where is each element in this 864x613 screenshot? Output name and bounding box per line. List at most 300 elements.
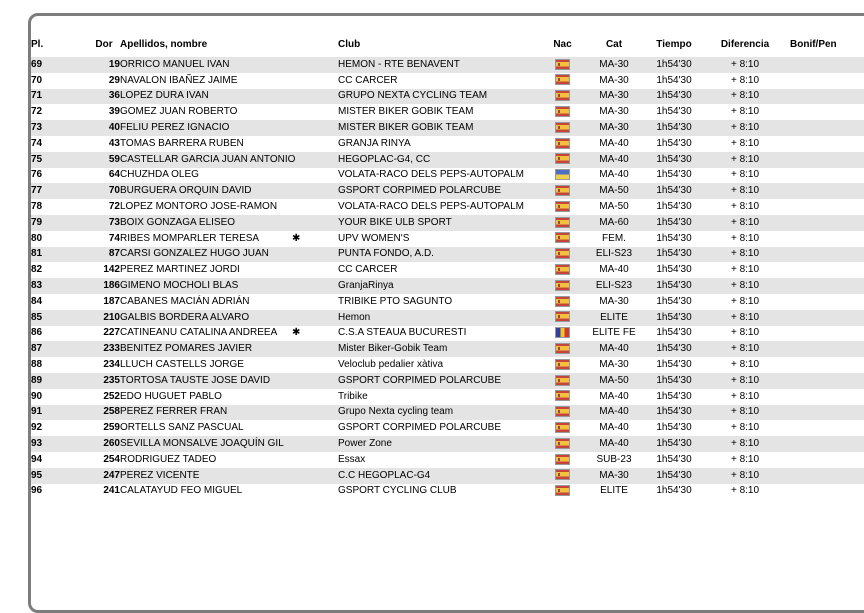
table-row <box>31 199 864 215</box>
spain-flag-icon <box>555 232 570 243</box>
cell-place: 73 <box>31 122 43 134</box>
col-header-marker <box>292 16 338 57</box>
cell-time: 1h54'30 <box>656 406 692 418</box>
cell-dorsal: 70 <box>108 185 120 197</box>
spain-flag-icon <box>555 185 570 196</box>
spain-flag-icon <box>555 390 570 401</box>
cell-place: 80 <box>31 232 43 244</box>
cell-category: MA-40 <box>599 390 629 402</box>
cell-female-marker <box>292 183 338 199</box>
cell-difference: + 8:10 <box>730 469 760 481</box>
cell-time: 1h54'30 <box>656 264 692 276</box>
col-header-nationality: Nac <box>553 39 572 50</box>
cell-time: 1h54'30 <box>656 216 692 228</box>
cell-club: CC CARCER <box>338 74 398 86</box>
cell-bonus-penalty <box>790 104 864 120</box>
spain-flag-icon <box>555 422 570 433</box>
cell-name: FELIU PEREZ IGNACIO <box>120 122 230 134</box>
cell-nationality <box>545 152 580 168</box>
cell-club: Power Zone <box>338 438 392 450</box>
cell-category: MA-40 <box>599 406 629 418</box>
cell-difference: + 8:10 <box>730 153 760 165</box>
cell-bonus-penalty <box>790 278 864 294</box>
cell-club: HEMON - RTE BENAVENT <box>338 58 460 70</box>
cell-nationality <box>545 326 580 342</box>
cell-club: YOUR BIKE ULB SPORT <box>338 216 452 228</box>
cell-dorsal: 73 <box>108 216 120 228</box>
cell-category: MA-30 <box>599 122 629 134</box>
cell-nationality <box>545 231 580 247</box>
cell-time: 1h54'30 <box>656 169 692 181</box>
cell-club: TRIBIKE PTO SAGUNTO <box>338 295 453 307</box>
cell-time: 1h54'30 <box>656 422 692 434</box>
spain-flag-icon <box>555 438 570 449</box>
spain-flag-icon <box>555 248 570 259</box>
cell-female-marker <box>292 57 338 73</box>
cell-dorsal: 233 <box>103 343 120 355</box>
cell-place: 82 <box>31 264 43 276</box>
cell-club: Hemon <box>338 311 371 323</box>
cell-female-marker <box>292 168 338 184</box>
cell-club: Veloclub pedalier xàtiva <box>338 359 444 371</box>
cell-category: MA-50 <box>599 374 629 386</box>
cell-dorsal: 43 <box>108 137 120 149</box>
cell-name: GALBIS BORDERA ALVARO <box>120 311 250 323</box>
cell-club: Mister Biker-Gobik Team <box>338 343 448 355</box>
cell-female-marker <box>292 73 338 89</box>
cell-female-marker <box>292 326 338 342</box>
cell-nationality <box>545 436 580 452</box>
cell-bonus-penalty <box>790 420 864 436</box>
spain-flag-icon <box>555 359 570 370</box>
cell-time: 1h54'30 <box>656 438 692 450</box>
cell-female-marker <box>292 310 338 326</box>
cell-bonus-penalty <box>790 89 864 105</box>
cell-place: 76 <box>31 169 43 181</box>
cell-bonus-penalty <box>790 199 864 215</box>
cell-category: MA-30 <box>599 106 629 118</box>
spain-flag-icon <box>555 296 570 307</box>
cell-female-marker <box>292 104 338 120</box>
cell-category: MA-50 <box>599 201 629 213</box>
cell-dorsal: 259 <box>103 422 120 434</box>
cell-place: 77 <box>31 185 43 197</box>
cell-name: EDO HUGUET PABLO <box>120 390 222 402</box>
cell-name: LLUCH CASTELLS JORGE <box>120 359 244 371</box>
spain-flag-icon <box>555 217 570 228</box>
table-row <box>31 357 864 373</box>
spain-flag-icon <box>555 406 570 417</box>
cell-club: CC CARCER <box>338 264 398 276</box>
cell-dorsal: 36 <box>108 90 120 102</box>
cell-difference: + 8:10 <box>730 374 760 386</box>
cell-name: ORTELLS SANZ PASCUAL <box>120 422 244 434</box>
cell-nationality <box>545 89 580 105</box>
cell-bonus-penalty <box>790 452 864 468</box>
cell-dorsal: 72 <box>108 201 120 213</box>
table-row <box>31 373 864 389</box>
table-row <box>31 436 864 452</box>
cell-place: 70 <box>31 74 43 86</box>
cell-name: NAVALON IBAÑEZ JAIME <box>120 74 238 86</box>
cell-female-marker <box>292 389 338 405</box>
cell-name: CARSI GONZALEZ HUGO JUAN <box>120 248 269 260</box>
cell-category: MA-60 <box>599 216 629 228</box>
cell-name: TORTOSA TAUSTE JOSE DAVID <box>120 374 271 386</box>
cell-female-marker <box>292 278 338 294</box>
table-row <box>31 468 864 484</box>
cell-female-marker <box>292 199 338 215</box>
cell-club: VOLATA-RACO DELS PEPS-AUTOPALM <box>338 201 524 213</box>
cell-place: 75 <box>31 153 43 165</box>
spain-flag-icon <box>555 138 570 149</box>
cell-bonus-penalty <box>790 57 864 73</box>
cell-club: UPV WOMEN'S <box>338 232 410 244</box>
cell-place: 74 <box>31 137 43 149</box>
table-row <box>31 168 864 184</box>
cell-dorsal: 39 <box>108 106 120 118</box>
spain-flag-icon <box>555 122 570 133</box>
table-row <box>31 104 864 120</box>
cell-difference: + 8:10 <box>730 90 760 102</box>
cell-nationality <box>545 357 580 373</box>
cell-female-marker <box>292 231 338 247</box>
cell-nationality <box>545 120 580 136</box>
cell-nationality <box>545 199 580 215</box>
cell-name: BOIX GONZAGA ELISEO <box>120 216 236 228</box>
cell-category: MA-30 <box>599 295 629 307</box>
cell-difference: + 8:10 <box>730 295 760 307</box>
cell-dorsal: 64 <box>108 169 120 181</box>
cell-bonus-penalty <box>790 326 864 342</box>
cell-nationality <box>545 484 580 500</box>
cell-club: GranjaRinya <box>338 280 394 292</box>
cell-place: 72 <box>31 106 43 118</box>
cell-dorsal: 241 <box>103 485 120 497</box>
cell-time: 1h54'30 <box>656 58 692 70</box>
cell-category: MA-40 <box>599 264 629 276</box>
cell-club: Grupo Nexta cycling team <box>338 406 454 418</box>
cell-difference: + 8:10 <box>730 327 760 339</box>
spain-flag-icon <box>555 201 570 212</box>
cell-female-marker <box>292 405 338 421</box>
cell-bonus-penalty <box>790 73 864 89</box>
cell-category: MA-40 <box>599 343 629 355</box>
table-row <box>31 215 864 231</box>
cell-nationality <box>545 136 580 152</box>
cell-nationality <box>545 468 580 484</box>
cell-bonus-penalty <box>790 373 864 389</box>
cell-time: 1h54'30 <box>656 469 692 481</box>
female-marker-asterisk-icon: ✱ <box>292 327 301 339</box>
cell-time: 1h54'30 <box>656 248 692 260</box>
cell-place: 93 <box>31 438 43 450</box>
cell-place: 89 <box>31 374 43 386</box>
cell-place: 69 <box>31 58 43 70</box>
cell-club: GSPORT CYCLING CLUB <box>338 485 457 497</box>
cell-dorsal: 74 <box>108 232 120 244</box>
results-table <box>31 16 864 499</box>
table-row <box>31 341 864 357</box>
cell-place: 91 <box>31 406 43 418</box>
cell-female-marker <box>292 484 338 500</box>
ukraine-flag-icon <box>555 169 570 180</box>
cell-name: PEREZ FERRER FRAN <box>120 406 228 418</box>
cell-category: MA-30 <box>599 359 629 371</box>
cell-dorsal: 87 <box>108 248 120 260</box>
cell-bonus-penalty <box>790 310 864 326</box>
cell-female-marker <box>292 341 338 357</box>
cell-club: GRANJA RINYA <box>338 137 411 149</box>
cell-difference: + 8:10 <box>730 264 760 276</box>
spain-flag-icon <box>555 454 570 465</box>
table-row <box>31 120 864 136</box>
cell-dorsal: 247 <box>103 469 120 481</box>
cell-dorsal: 234 <box>103 359 120 371</box>
cell-bonus-penalty <box>790 183 864 199</box>
table-row <box>31 57 864 73</box>
cell-place: 86 <box>31 327 43 339</box>
cell-club: C.C HEGOPLAC-G4 <box>338 469 431 481</box>
cell-place: 79 <box>31 216 43 228</box>
cell-dorsal: 187 <box>103 295 120 307</box>
table-row <box>31 183 864 199</box>
cell-name: BURGUERA ORQUIN DAVID <box>120 185 252 197</box>
cell-name: CATINEANU CATALINA ANDREEA <box>120 327 278 339</box>
cell-nationality <box>545 420 580 436</box>
cell-dorsal: 19 <box>108 58 120 70</box>
table-row <box>31 73 864 89</box>
cell-club: VOLATA-RACO DELS PEPS-AUTOPALM <box>338 169 524 181</box>
cell-place: 94 <box>31 453 43 465</box>
cell-time: 1h54'30 <box>656 106 692 118</box>
cell-nationality <box>545 389 580 405</box>
cell-difference: + 8:10 <box>730 74 760 86</box>
col-header-bonus-penalty: Bonif/Pen <box>790 39 837 50</box>
cell-club: C.S.A STEAUA BUCURESTI <box>338 327 467 339</box>
cell-difference: + 8:10 <box>730 359 760 371</box>
table-row <box>31 136 864 152</box>
cell-club: Tribike <box>338 390 368 402</box>
cell-category: ELITE FE <box>592 327 636 339</box>
cell-nationality <box>545 168 580 184</box>
spain-flag-icon <box>555 106 570 117</box>
table-row <box>31 420 864 436</box>
col-header-category: Cat <box>605 39 623 50</box>
cell-female-marker <box>292 262 338 278</box>
cell-nationality <box>545 341 580 357</box>
table-row <box>31 326 864 342</box>
cell-dorsal: 59 <box>108 153 120 165</box>
spain-flag-icon <box>555 59 570 70</box>
cell-difference: + 8:10 <box>730 280 760 292</box>
table-row <box>31 247 864 263</box>
cell-nationality <box>545 294 580 310</box>
spain-flag-icon <box>555 343 570 354</box>
cell-category: MA-40 <box>599 438 629 450</box>
cell-category: ELI-S23 <box>595 280 633 292</box>
cell-club: GSPORT CORPIMED POLARCUBE <box>338 185 501 197</box>
col-header-difference: Diferencia <box>720 39 770 50</box>
cell-name: SEVILLA MONSALVE JOAQUÍN GIL <box>120 438 284 450</box>
cell-category: MA-30 <box>599 469 629 481</box>
cell-place: 90 <box>31 390 43 402</box>
cell-name: PEREZ MARTINEZ JORDI <box>120 264 240 276</box>
table-row <box>31 452 864 468</box>
cell-difference: + 8:10 <box>730 216 760 228</box>
cell-place: 71 <box>31 90 43 102</box>
col-header-club: Club <box>338 39 361 50</box>
cell-time: 1h54'30 <box>656 185 692 197</box>
cell-nationality <box>545 183 580 199</box>
cell-place: 81 <box>31 248 43 260</box>
cell-nationality <box>545 215 580 231</box>
cell-club: Essax <box>338 453 366 465</box>
cell-female-marker <box>292 452 338 468</box>
cell-female-marker <box>292 120 338 136</box>
cell-club: HEGOPLAC-G4, CC <box>338 153 431 165</box>
cell-difference: + 8:10 <box>730 137 760 149</box>
cell-time: 1h54'30 <box>656 122 692 134</box>
cell-time: 1h54'30 <box>656 201 692 213</box>
cell-female-marker <box>292 436 338 452</box>
cell-difference: + 8:10 <box>730 311 760 323</box>
cell-bonus-penalty <box>790 231 864 247</box>
cell-place: 85 <box>31 311 43 323</box>
col-header-time: Tiempo <box>656 39 692 50</box>
cell-bonus-penalty <box>790 468 864 484</box>
results-table-body <box>31 57 864 499</box>
cell-female-marker <box>292 136 338 152</box>
cell-name: CHUZHDA OLEG <box>120 169 199 181</box>
spain-flag-icon <box>555 311 570 322</box>
cell-dorsal: 142 <box>103 264 120 276</box>
cell-name: LOPEZ MONTORO JOSE-RAMON <box>120 201 278 213</box>
cell-club: GSPORT CORPIMED POLARCUBE <box>338 374 501 386</box>
cell-nationality <box>545 104 580 120</box>
results-sheet <box>28 13 864 613</box>
cell-female-marker <box>292 357 338 373</box>
cell-club: MISTER BIKER GOBIK TEAM <box>338 122 474 134</box>
cell-time: 1h54'30 <box>656 280 692 292</box>
cell-dorsal: 254 <box>103 453 120 465</box>
cell-time: 1h54'30 <box>656 343 692 355</box>
cell-difference: + 8:10 <box>730 343 760 355</box>
cell-bonus-penalty <box>790 215 864 231</box>
table-row <box>31 278 864 294</box>
spain-flag-icon <box>555 153 570 164</box>
cell-category: MA-40 <box>599 169 629 181</box>
cell-bonus-penalty <box>790 294 864 310</box>
cell-nationality <box>545 262 580 278</box>
cell-category: FEM. <box>602 232 626 244</box>
cell-category: MA-50 <box>599 185 629 197</box>
table-row <box>31 231 864 247</box>
cell-difference: + 8:10 <box>730 106 760 118</box>
cell-category: MA-40 <box>599 153 629 165</box>
cell-bonus-penalty <box>790 389 864 405</box>
cell-bonus-penalty <box>790 405 864 421</box>
cell-category: MA-40 <box>599 137 629 149</box>
cell-difference: + 8:10 <box>730 453 760 465</box>
cell-time: 1h54'30 <box>656 137 692 149</box>
cell-dorsal: 227 <box>103 327 120 339</box>
cell-category: MA-30 <box>599 90 629 102</box>
cell-bonus-penalty <box>790 136 864 152</box>
cell-nationality <box>545 278 580 294</box>
cell-name: RODRIGUEZ TADEO <box>120 453 217 465</box>
romania-flag-icon <box>555 327 570 338</box>
cell-bonus-penalty <box>790 262 864 278</box>
cell-category: SUB-23 <box>596 453 632 465</box>
cell-difference: + 8:10 <box>730 422 760 434</box>
cell-difference: + 8:10 <box>730 485 760 497</box>
cell-place: 87 <box>31 343 43 355</box>
cell-name: PEREZ VICENTE <box>120 469 200 481</box>
results-table-header <box>31 16 864 57</box>
cell-difference: + 8:10 <box>730 58 760 70</box>
cell-bonus-penalty <box>790 247 864 263</box>
cell-time: 1h54'30 <box>656 453 692 465</box>
cell-time: 1h54'30 <box>656 295 692 307</box>
table-row <box>31 405 864 421</box>
cell-name: TOMAS BARRERA RUBEN <box>120 137 244 149</box>
cell-time: 1h54'30 <box>656 153 692 165</box>
cell-time: 1h54'30 <box>656 327 692 339</box>
cell-female-marker <box>292 247 338 263</box>
cell-dorsal: 210 <box>103 311 120 323</box>
cell-dorsal: 235 <box>103 374 120 386</box>
table-row <box>31 389 864 405</box>
cell-dorsal: 252 <box>103 390 120 402</box>
cell-place: 92 <box>31 422 43 434</box>
spain-flag-icon <box>555 90 570 101</box>
table-row <box>31 262 864 278</box>
cell-nationality <box>545 57 580 73</box>
table-row <box>31 484 864 500</box>
cell-time: 1h54'30 <box>656 390 692 402</box>
table-row <box>31 310 864 326</box>
spain-flag-icon <box>555 375 570 386</box>
cell-difference: + 8:10 <box>730 185 760 197</box>
cell-category: MA-30 <box>599 74 629 86</box>
cell-name: CALATAYUD FEO MIGUEL <box>120 485 243 497</box>
cell-time: 1h54'30 <box>656 374 692 386</box>
col-header-dorsal: Dor <box>95 39 113 50</box>
col-header-place: Pl. <box>31 39 44 50</box>
cell-category: ELITE <box>600 485 628 497</box>
cell-nationality <box>545 73 580 89</box>
cell-dorsal: 29 <box>108 74 120 86</box>
cell-place: 78 <box>31 201 43 213</box>
cell-female-marker <box>292 468 338 484</box>
cell-club: GSPORT CORPIMED POLARCUBE <box>338 422 501 434</box>
cell-name: GIMENO MOCHOLI BLAS <box>120 280 239 292</box>
cell-difference: + 8:10 <box>730 390 760 402</box>
cell-difference: + 8:10 <box>730 406 760 418</box>
cell-place: 95 <box>31 469 43 481</box>
spain-flag-icon <box>555 469 570 480</box>
spain-flag-icon <box>555 280 570 291</box>
cell-name: LOPEZ DURA IVAN <box>120 90 209 102</box>
cell-name: BENITEZ POMARES JAVIER <box>120 343 253 355</box>
cell-nationality <box>545 247 580 263</box>
cell-bonus-penalty <box>790 168 864 184</box>
cell-bonus-penalty <box>790 120 864 136</box>
spain-flag-icon <box>555 264 570 275</box>
cell-difference: + 8:10 <box>730 438 760 450</box>
cell-name: GOMEZ JUAN ROBERTO <box>120 106 238 118</box>
